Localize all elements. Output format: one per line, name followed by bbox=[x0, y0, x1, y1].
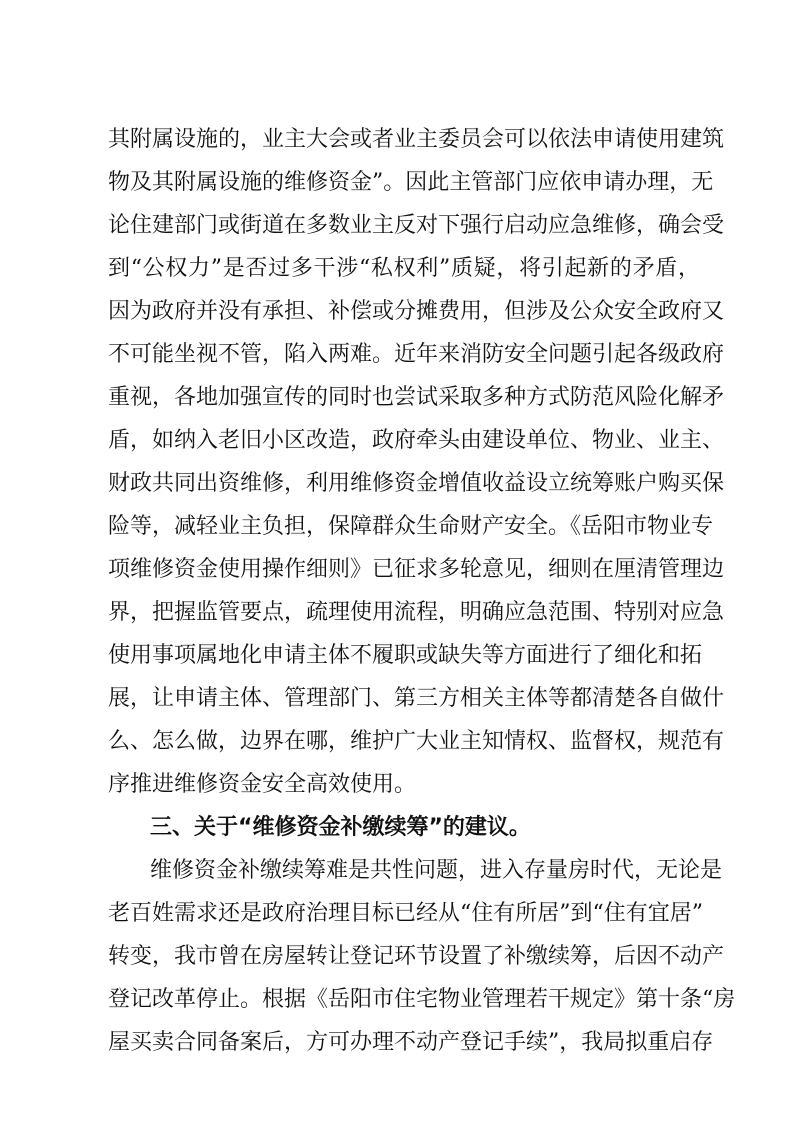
body-line: 不可能坐视不管，陷入两难。近年来消防安全问题引起各级政府 bbox=[108, 342, 725, 367]
body-line: 屋买卖合同备案后，方可办理不动产登记手续”，我局拟重启存 bbox=[108, 1030, 714, 1055]
body-line: 论住建部门或街道在多数业主反对下强行启动应急维修，确会受 bbox=[108, 213, 725, 238]
body-line: 因为政府并没有承担、补偿或分摊费用，但涉及公众安全政府又 bbox=[108, 299, 725, 324]
body-line: 老百姓需求还是政府治理目标已经从“住有所居”到“住有宜居” bbox=[108, 901, 703, 926]
body-line: 险等，减轻业主负担，保障群众生命财产安全。《岳阳市物业专 bbox=[108, 514, 714, 539]
body-line: 重视，各地加强宣传的同时也尝试采取多种方式防范风险化解矛 bbox=[108, 385, 725, 410]
body-line: 界，把握监管要点，疏理使用流程，明确应急范围、特别对应急 bbox=[108, 600, 725, 625]
body-line: 序推进维修资金安全高效使用。 bbox=[108, 772, 417, 797]
body-line: 盾，如纳入老旧小区改造，政府牵头由建设单位、物业、业主、 bbox=[108, 428, 725, 453]
body-line: 到“公权力”是否过多干涉“私权利”质疑，将引起新的矛盾， bbox=[108, 256, 700, 281]
body-line: 项维修资金使用操作细则》已征求多轮意见，细则在厘清管理边 bbox=[108, 557, 725, 582]
body-line: 维修资金补缴续筹难是共性问题，进入存量房时代，无论是 bbox=[150, 858, 723, 883]
body-line: 转变，我市曾在房屋转让登记环节设置了补缴续筹，后因不动产 bbox=[108, 944, 725, 969]
section-heading: 三、关于“维修资金补缴续筹”的建议。 bbox=[150, 815, 531, 840]
body-line: 登记改革停止。根据《岳阳市住宅物业管理若干规定》第十条“房 bbox=[108, 987, 736, 1012]
body-line: 使用事项属地化申请主体不履职或缺失等方面进行了细化和拓 bbox=[108, 643, 703, 668]
body-line: 物及其附属设施的维修资金”。因此主管部门应依申请办理，无 bbox=[108, 170, 714, 195]
body-line: 展，让申请主体、管理部门、第三方相关主体等都清楚各自做什 bbox=[108, 686, 725, 711]
body-line: 么、怎么做，边界在哪，维护广大业主知情权、监督权，规范有 bbox=[108, 729, 725, 754]
body-line: 财政共同出资维修，利用维修资金增值收益设立统筹账户购买保 bbox=[108, 471, 725, 496]
body-line: 其附属设施的，业主大会或者业主委员会可以依法申请使用建筑 bbox=[108, 127, 725, 152]
